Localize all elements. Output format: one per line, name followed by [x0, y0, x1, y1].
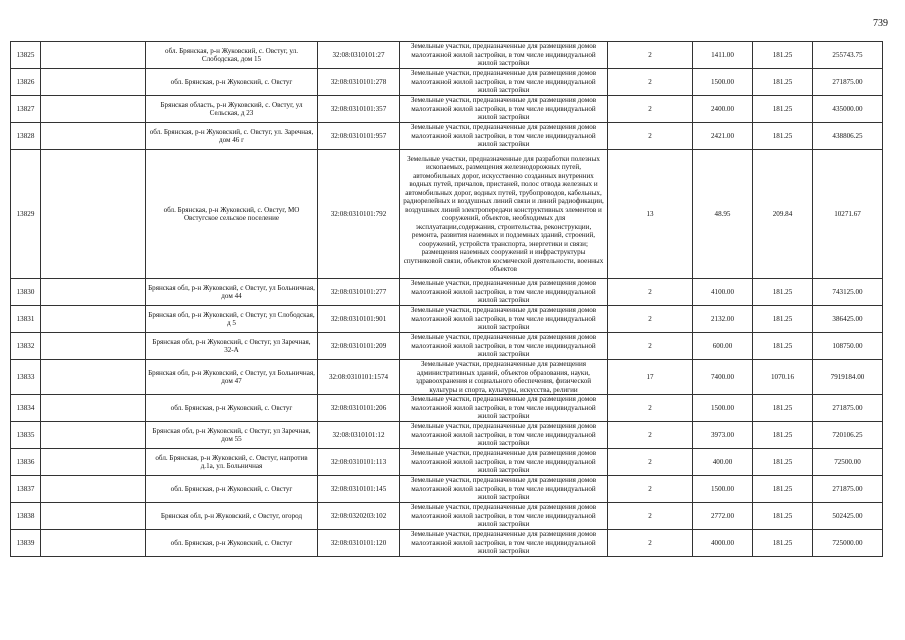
row-spacer	[41, 476, 146, 503]
row-area: 600.00	[693, 333, 753, 360]
row-group: 2	[608, 530, 693, 557]
row-area: 1500.00	[693, 395, 753, 422]
row-rate: 209.84	[753, 150, 813, 279]
row-address: обл. Брянская, р-н Жуковский, с. Овстуг	[146, 476, 318, 503]
row-area: 3973.00	[693, 422, 753, 449]
row-cadastral-value: 10271.67	[813, 150, 883, 279]
row-address: Брянская обл, р-н Жуковский, с Овстуг, огород	[146, 503, 318, 530]
row-id: 13830	[11, 279, 41, 306]
row-group: 2	[608, 42, 693, 69]
row-area: 48.95	[693, 150, 753, 279]
row-land-use: Земельные участки, предназначенные для размещения домов малоэтажной жилой застройки, в том числе индивидуальной жилой застройки	[400, 476, 608, 503]
row-cadastral-number: 32:08:0310101:27	[318, 42, 400, 69]
row-rate: 181.25	[753, 422, 813, 449]
row-group: 2	[608, 422, 693, 449]
row-cadastral-value: 743125.00	[813, 279, 883, 306]
row-cadastral-value: 72500.00	[813, 449, 883, 476]
table-row	[11, 279, 883, 306]
row-cadastral-value: 271875.00	[813, 395, 883, 422]
row-group: 2	[608, 69, 693, 96]
row-cadastral-value: 108750.00	[813, 333, 883, 360]
row-land-use: Земельные участки, предназначенные для размещения домов малоэтажной жилой застройки, в том числе индивидуальной жилой застройки	[400, 42, 608, 69]
row-land-use: Земельные участки, предназначенные для размещения домов малоэтажной жилой застройки, в том числе индивидуальной жилой застройки	[400, 96, 608, 123]
page-number: 739	[873, 18, 888, 29]
row-cadastral-value: 502425.00	[813, 503, 883, 530]
row-area: 7400.00	[693, 360, 753, 395]
row-id: 13838	[11, 503, 41, 530]
row-area: 2421.00	[693, 123, 753, 150]
row-id: 13837	[11, 476, 41, 503]
row-rate: 181.25	[753, 42, 813, 69]
row-group: 2	[608, 333, 693, 360]
row-rate: 181.25	[753, 503, 813, 530]
row-id: 13836	[11, 449, 41, 476]
row-id: 13839	[11, 530, 41, 557]
row-cadastral-value: 255743.75	[813, 42, 883, 69]
row-cadastral-number: 32:08:0310101:1574	[318, 360, 400, 395]
row-spacer	[41, 96, 146, 123]
row-address: обл. Брянская, р-н Жуковский, с. Овстуг	[146, 395, 318, 422]
row-group: 2	[608, 279, 693, 306]
row-land-use: Земельные участки, предназначенные для размещения домов малоэтажной жилой застройки, в том числе индивидуальной жилой застройки	[400, 306, 608, 333]
row-address: Брянская обл, р-н Жуковский, с Овстуг, ул Больничная, дом 47	[146, 360, 318, 395]
row-group: 2	[608, 306, 693, 333]
row-cadastral-value: 271875.00	[813, 476, 883, 503]
row-cadastral-number: 32:08:0310101:12	[318, 422, 400, 449]
row-address: обл. Брянская, р-н Жуковский, с. Овстуг, напротив д.1а, ул. Больничная	[146, 449, 318, 476]
table-row	[11, 422, 883, 449]
table-row	[11, 150, 883, 279]
row-spacer	[41, 360, 146, 395]
row-rate: 181.25	[753, 395, 813, 422]
row-area: 1500.00	[693, 69, 753, 96]
row-id: 13834	[11, 395, 41, 422]
row-spacer	[41, 306, 146, 333]
row-group: 2	[608, 123, 693, 150]
row-address: обл. Брянская, р-н Жуковский, с. Овстуг, МО Овстугское сельское поселение	[146, 150, 318, 279]
row-address: Брянская обл, р-н Жуковский, с Овстуг, ул Заречная, 32-А	[146, 333, 318, 360]
row-land-use: Земельные участки, предназначенные для разработки полезных ископаемых, размещения железнодорожных путей, автомобильных дорог, искусственно созданных внутренних водных путей, причалов, пристаней, полос отвода железных и автомобильных дорог, водных путей, трубопроводов, кабельных, радиорелейных и воздушных линий связи и линий радиофикации, воздушных линий электропередачи конструктивных элементов и сооружений, объектов, необходимых для эксплуатации,содержания, строительства, реконструкции, ремонта, развития наземных и подземных зданий, строений, сооружений, устройств транспорта, энергетики и связи; размещения наземных сооружений и инфраструктуры спутниковой связи, объектов космической деятельности, военных объектов	[400, 150, 608, 279]
table-row	[11, 333, 883, 360]
row-land-use: Земельные участки, предназначенные для размещения домов малоэтажной жилой застройки, в том числе индивидуальной жилой застройки	[400, 279, 608, 306]
row-area: 400.00	[693, 449, 753, 476]
row-rate: 181.25	[753, 279, 813, 306]
row-id: 13825	[11, 42, 41, 69]
row-spacer	[41, 422, 146, 449]
row-cadastral-value: 435000.00	[813, 96, 883, 123]
row-group: 17	[608, 360, 693, 395]
row-rate: 181.25	[753, 476, 813, 503]
table-row	[11, 530, 883, 557]
table-row	[11, 306, 883, 333]
row-cadastral-number: 32:08:0310101:278	[318, 69, 400, 96]
row-land-use: Земельные участки, предназначенные для размещения домов малоэтажной жилой застройки, в том числе индивидуальной жилой застройки	[400, 69, 608, 96]
row-address: Брянская обл, р-н Жуковский, с Овстуг, ул Заречная, дом 55	[146, 422, 318, 449]
row-spacer	[41, 42, 146, 69]
row-land-use: Земельные участки, предназначенные для размещения домов малоэтажной жилой застройки, в том числе индивидуальной жилой застройки	[400, 503, 608, 530]
row-group: 2	[608, 476, 693, 503]
row-cadastral-number: 32:08:0310101:957	[318, 123, 400, 150]
row-id: 13835	[11, 422, 41, 449]
row-rate: 181.25	[753, 69, 813, 96]
table-row	[11, 42, 883, 69]
row-cadastral-number: 32:08:0310101:209	[318, 333, 400, 360]
table-row	[11, 69, 883, 96]
row-cadastral-value: 438806.25	[813, 123, 883, 150]
row-rate: 1070.16	[753, 360, 813, 395]
row-id: 13833	[11, 360, 41, 395]
row-spacer	[41, 395, 146, 422]
row-id: 13828	[11, 123, 41, 150]
row-rate: 181.25	[753, 449, 813, 476]
row-cadastral-value: 720106.25	[813, 422, 883, 449]
row-rate: 181.25	[753, 530, 813, 557]
table-row	[11, 395, 883, 422]
table-row	[11, 503, 883, 530]
row-address: Брянская обл, р-н Жуковский, с Овстуг, ул Слободская, д 5	[146, 306, 318, 333]
row-cadastral-number: 32:08:0310101:113	[318, 449, 400, 476]
row-group: 13	[608, 150, 693, 279]
row-cadastral-value: 725000.00	[813, 530, 883, 557]
table-row	[11, 449, 883, 476]
row-land-use: Земельные участки, предназначенные для размещения домов малоэтажной жилой застройки, в том числе индивидуальной жилой застройки	[400, 449, 608, 476]
row-rate: 181.25	[753, 306, 813, 333]
row-address: Брянская область, р-н Жуковский, с. Овстуг, ул Сельская, д 23	[146, 96, 318, 123]
row-cadastral-number: 32:08:0310101:792	[318, 150, 400, 279]
table-row	[11, 476, 883, 503]
table-row	[11, 123, 883, 150]
row-land-use: Земельные участки, предназначенные для размещения домов малоэтажной жилой застройки, в том числе индивидуальной жилой застройки	[400, 333, 608, 360]
table-row	[11, 96, 883, 123]
row-area: 1411.00	[693, 42, 753, 69]
row-spacer	[41, 503, 146, 530]
row-cadastral-number: 32:08:0310101:206	[318, 395, 400, 422]
row-spacer	[41, 449, 146, 476]
row-id: 13826	[11, 69, 41, 96]
row-land-use: Земельные участки, предназначенные для размещения административных зданий, объектов образования, науки, здравоохранения и социального обеспечения, физической культуры и спорта, культуры, искусства, религии	[400, 360, 608, 395]
table-row	[11, 360, 883, 395]
row-address: обл. Брянская, р-н Жуковский, с. Овстуг, ул. Заречная, дом 46 г	[146, 123, 318, 150]
row-area: 4000.00	[693, 530, 753, 557]
row-spacer	[41, 279, 146, 306]
row-cadastral-number: 32:08:0310101:277	[318, 279, 400, 306]
row-id: 13827	[11, 96, 41, 123]
row-cadastral-value: 386425.00	[813, 306, 883, 333]
row-spacer	[41, 123, 146, 150]
row-area: 2132.00	[693, 306, 753, 333]
row-spacer	[41, 69, 146, 96]
row-spacer	[41, 530, 146, 557]
row-spacer	[41, 333, 146, 360]
row-address: Брянская обл, р-н Жуковский, с Овстуг, ул Больничная, дом 44	[146, 279, 318, 306]
row-land-use: Земельные участки, предназначенные для размещения домов малоэтажной жилой застройки, в том числе индивидуальной жилой застройки	[400, 395, 608, 422]
row-cadastral-number: 32:08:0320203:102	[318, 503, 400, 530]
row-id: 13829	[11, 150, 41, 279]
row-cadastral-number: 32:08:0310101:120	[318, 530, 400, 557]
row-group: 2	[608, 503, 693, 530]
cadastral-valuation-table	[10, 41, 883, 557]
row-area: 2772.00	[693, 503, 753, 530]
row-group: 2	[608, 449, 693, 476]
row-cadastral-value: 7919184.00	[813, 360, 883, 395]
row-cadastral-number: 32:08:0310101:357	[318, 96, 400, 123]
row-area: 4100.00	[693, 279, 753, 306]
row-area: 2400.00	[693, 96, 753, 123]
row-rate: 181.25	[753, 123, 813, 150]
row-address: обл. Брянская, р-н Жуковский, с. Овстуг, ул. Слободская, дом 15	[146, 42, 318, 69]
row-address: обл. Брянская, р-н Жуковский, с. Овстуг	[146, 530, 318, 557]
row-cadastral-number: 32:08:0310101:901	[318, 306, 400, 333]
row-group: 2	[608, 96, 693, 123]
row-land-use: Земельные участки, предназначенные для размещения домов малоэтажной жилой застройки, в том числе индивидуальной жилой застройки	[400, 530, 608, 557]
row-rate: 181.25	[753, 96, 813, 123]
row-cadastral-value: 271875.00	[813, 69, 883, 96]
row-land-use: Земельные участки, предназначенные для размещения домов малоэтажной жилой застройки, в том числе индивидуальной жилой застройки	[400, 422, 608, 449]
row-id: 13831	[11, 306, 41, 333]
row-area: 1500.00	[693, 476, 753, 503]
row-rate: 181.25	[753, 333, 813, 360]
row-spacer	[41, 150, 146, 279]
row-group: 2	[608, 395, 693, 422]
row-cadastral-number: 32:08:0310101:145	[318, 476, 400, 503]
row-id: 13832	[11, 333, 41, 360]
row-land-use: Земельные участки, предназначенные для размещения домов малоэтажной жилой застройки, в том числе индивидуальной жилой застройки	[400, 123, 608, 150]
row-address: обл. Брянская, р-н Жуковский, с. Овстуг	[146, 69, 318, 96]
